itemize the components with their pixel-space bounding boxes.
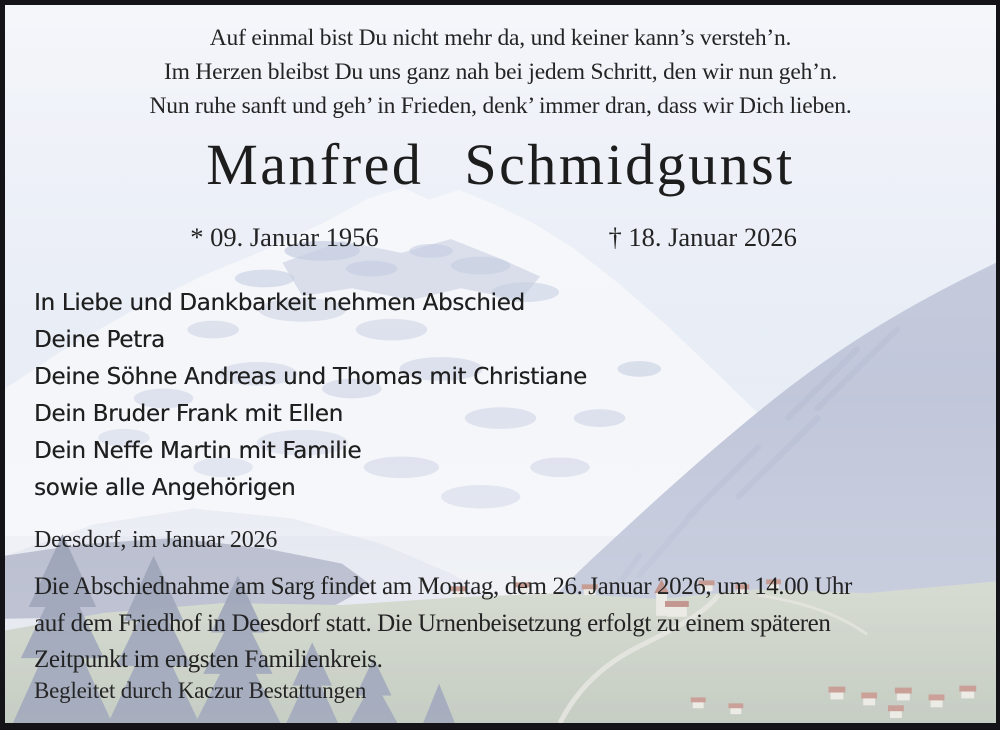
poem-line: Nun ruhe sanft und geh’ in Frieden, denk’ immer dran, dass wir Dich lieben. bbox=[149, 93, 852, 119]
announcement-line: Zeitpunkt im engsten Familienkreis. bbox=[34, 646, 383, 673]
announcement-line: Die Abschiednahme am Sarg findet am Montag, dem 26. Januar 2026, um 14.00 Uhr bbox=[34, 573, 852, 600]
mourner-line: Dein Neffe Martin mit Familie bbox=[34, 438, 362, 464]
mourner-line: sowie alle Angehörigen bbox=[34, 475, 296, 501]
memorial-poem bbox=[5, 21, 996, 123]
mourner-line: Dein Bruder Frank mit Ellen bbox=[34, 401, 343, 427]
poem-line: Im Herzen bleibst Du uns ganz nah bei jedem Schritt, den wir nun geh’n. bbox=[164, 59, 837, 85]
farewell-intro: In Liebe und Dankbarkeit nehmen Abschied bbox=[34, 290, 525, 316]
poem-line: Auf einmal bist Du nicht mehr da, und keiner kann’s versteh’n. bbox=[209, 25, 792, 51]
place-and-date: Deesdorf, im Januar 2026 bbox=[34, 527, 278, 553]
funeral-announcement bbox=[34, 569, 979, 679]
mourners-block bbox=[34, 285, 587, 507]
mourner-line: Deine Söhne Andreas und Thomas mit Christiane bbox=[34, 364, 587, 390]
life-dates bbox=[5, 222, 996, 262]
birth-date: * 09. Januar 1956 bbox=[190, 222, 379, 252]
death-date: † 18. Januar 2026 bbox=[608, 222, 797, 252]
deceased-name: Manfred Schmidgunst bbox=[206, 132, 795, 197]
obituary-card bbox=[5, 5, 996, 723]
funeral-home-credit: Begleitet durch Kaczur Bestattungen bbox=[34, 678, 367, 703]
announcement-line: auf dem Friedhof in Deesdorf statt. Die Urnenbeisetzung erfolgt zu einem späteren bbox=[34, 609, 831, 637]
mourner-line: Deine Petra bbox=[34, 327, 165, 353]
